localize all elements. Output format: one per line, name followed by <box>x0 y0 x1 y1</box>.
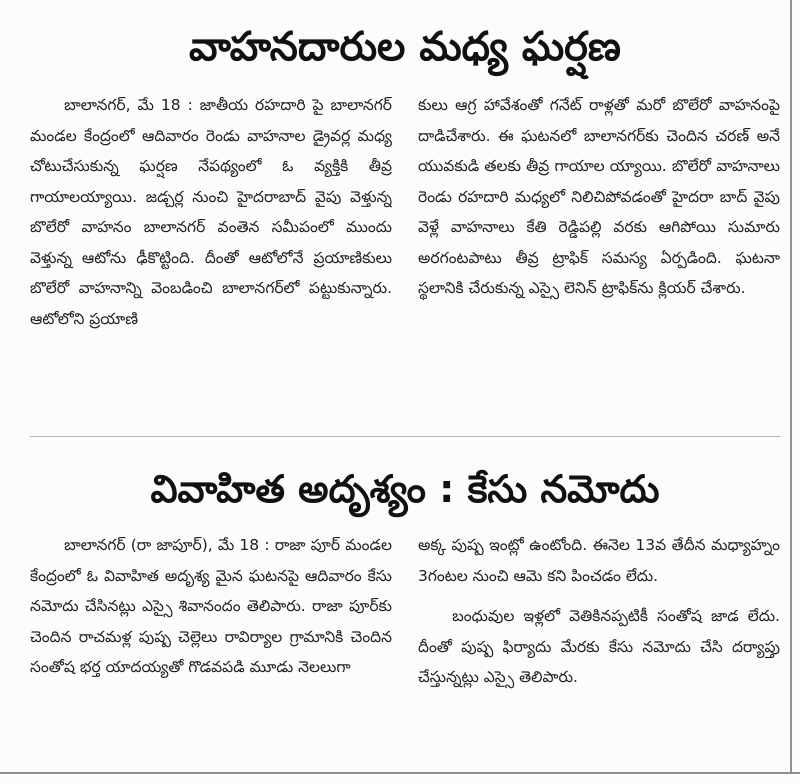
page-bottom-border <box>0 772 800 774</box>
story-vehicle-clash <box>30 8 780 428</box>
article-text-continued: కులు ఆగ్ర హావేశంతో గనేట్ రాళ్లతో మరో బొలేరో వాహనంపై దాడిచేశారు. ఈ ఘటనలో బాలానగర్‌కు చెందిన చరణ్ అనే యువకుడి తలకు తీవ్ర గాయాల య్యాయి. బొలేరో వాహనాలు రెండు రహదారి మధ్యలో నిలిచిపోవడంతో హైదరా బాద్ వైపు వెళ్లే వాహనాలు కేతి రెడ్డిపల్లి వరకు ఆగిపోయి సుమారు అరగంటపాటు తీవ్ర ట్రాఫిక్ సమస్య ఏర్పడింది. ఘటనా స్థలానికి చేరుకున్న ఎస్సై లెనిన్ ట్రాఫిక్‌ను క్లియర్ చేశారు. <box>418 96 780 297</box>
column-right <box>418 90 780 334</box>
column-left <box>30 90 392 334</box>
article-paragraph: బంధువుల ఇళ్లలో వెతికినప్పటికీ సంతోష జాడ లేదు. దీంతో పుష్ప ఫిర్యాదు మేరకు కేసు నమోదు చేసి దర్యాప్తు చేస్తున్నట్లు ఎస్సై తెలిపారు. <box>418 607 780 686</box>
story-columns <box>30 530 780 693</box>
story-columns <box>30 90 780 334</box>
article-text-continued: అక్క పుష్ప ఇంట్లో ఉంటోంది. ఈనెల 13వ తేదీన మధ్యాహ్నం 3గంటల నుంచి ఆమె కని పించడం లేదు. <box>418 536 780 585</box>
article-text: బాలానగర్ (రా జాపూర్), మే 18 : రాజా పూర్ మండల కేంద్రంలో ఓ వివాహిత అదృశ్య మైన ఘటనపై ఆదివారం కేసు నమోదు చేసినట్లు ఎస్సై శివానందం తెలిపారు. రాజా పూర్‌కు చెందిన రాచమళ్ల పుష్ప చెల్లెలు రావిర్యాల గ్రామానికి చెందిన సంతోష భర్త యాదయ్యతో గొడవపడి మూడు నెలలుగా <box>30 536 392 676</box>
column-right <box>418 530 780 693</box>
story-divider <box>30 436 780 437</box>
column-left <box>30 530 392 693</box>
page-right-border <box>790 0 792 774</box>
article-text: బాలానగర్, మే 18 : జాతీయ రహదారి పై బాలానగర్ మండల కేంద్రంలో ఆదివారం రెండు వాహనాల డ్రైవర్ల మధ్య చోటుచేసుకున్న ఘర్షణ నేపథ్యంలో ఓ వ్యక్తికి తీవ్ర గాయాలయ్యాయి. జడ్చర్ల నుంచి హైదరాబాద్ వైపు వెళ్తున్న బొలేరో వాహనం బాలానగర్ వంతెన సమీపంలో ముందు వెళ్తున్న ఆటోను ఢీకొట్టింది. దీంతో ఆటోలోనే ప్రయాణికులు బొలేరో వాహనాన్ని వెంబడించి బాలానగర్‌లో పట్టుకున్నారు. ఆటోలోని ప్రయాణి <box>30 96 392 328</box>
headline-missing-woman: వివాహిత అదృశ్యం : కేసు నమోదు <box>150 467 660 511</box>
headline-vehicle-clash: వాహనదారుల మధ్య ఘర్షణ <box>189 24 621 70</box>
story-missing-woman <box>30 450 780 765</box>
